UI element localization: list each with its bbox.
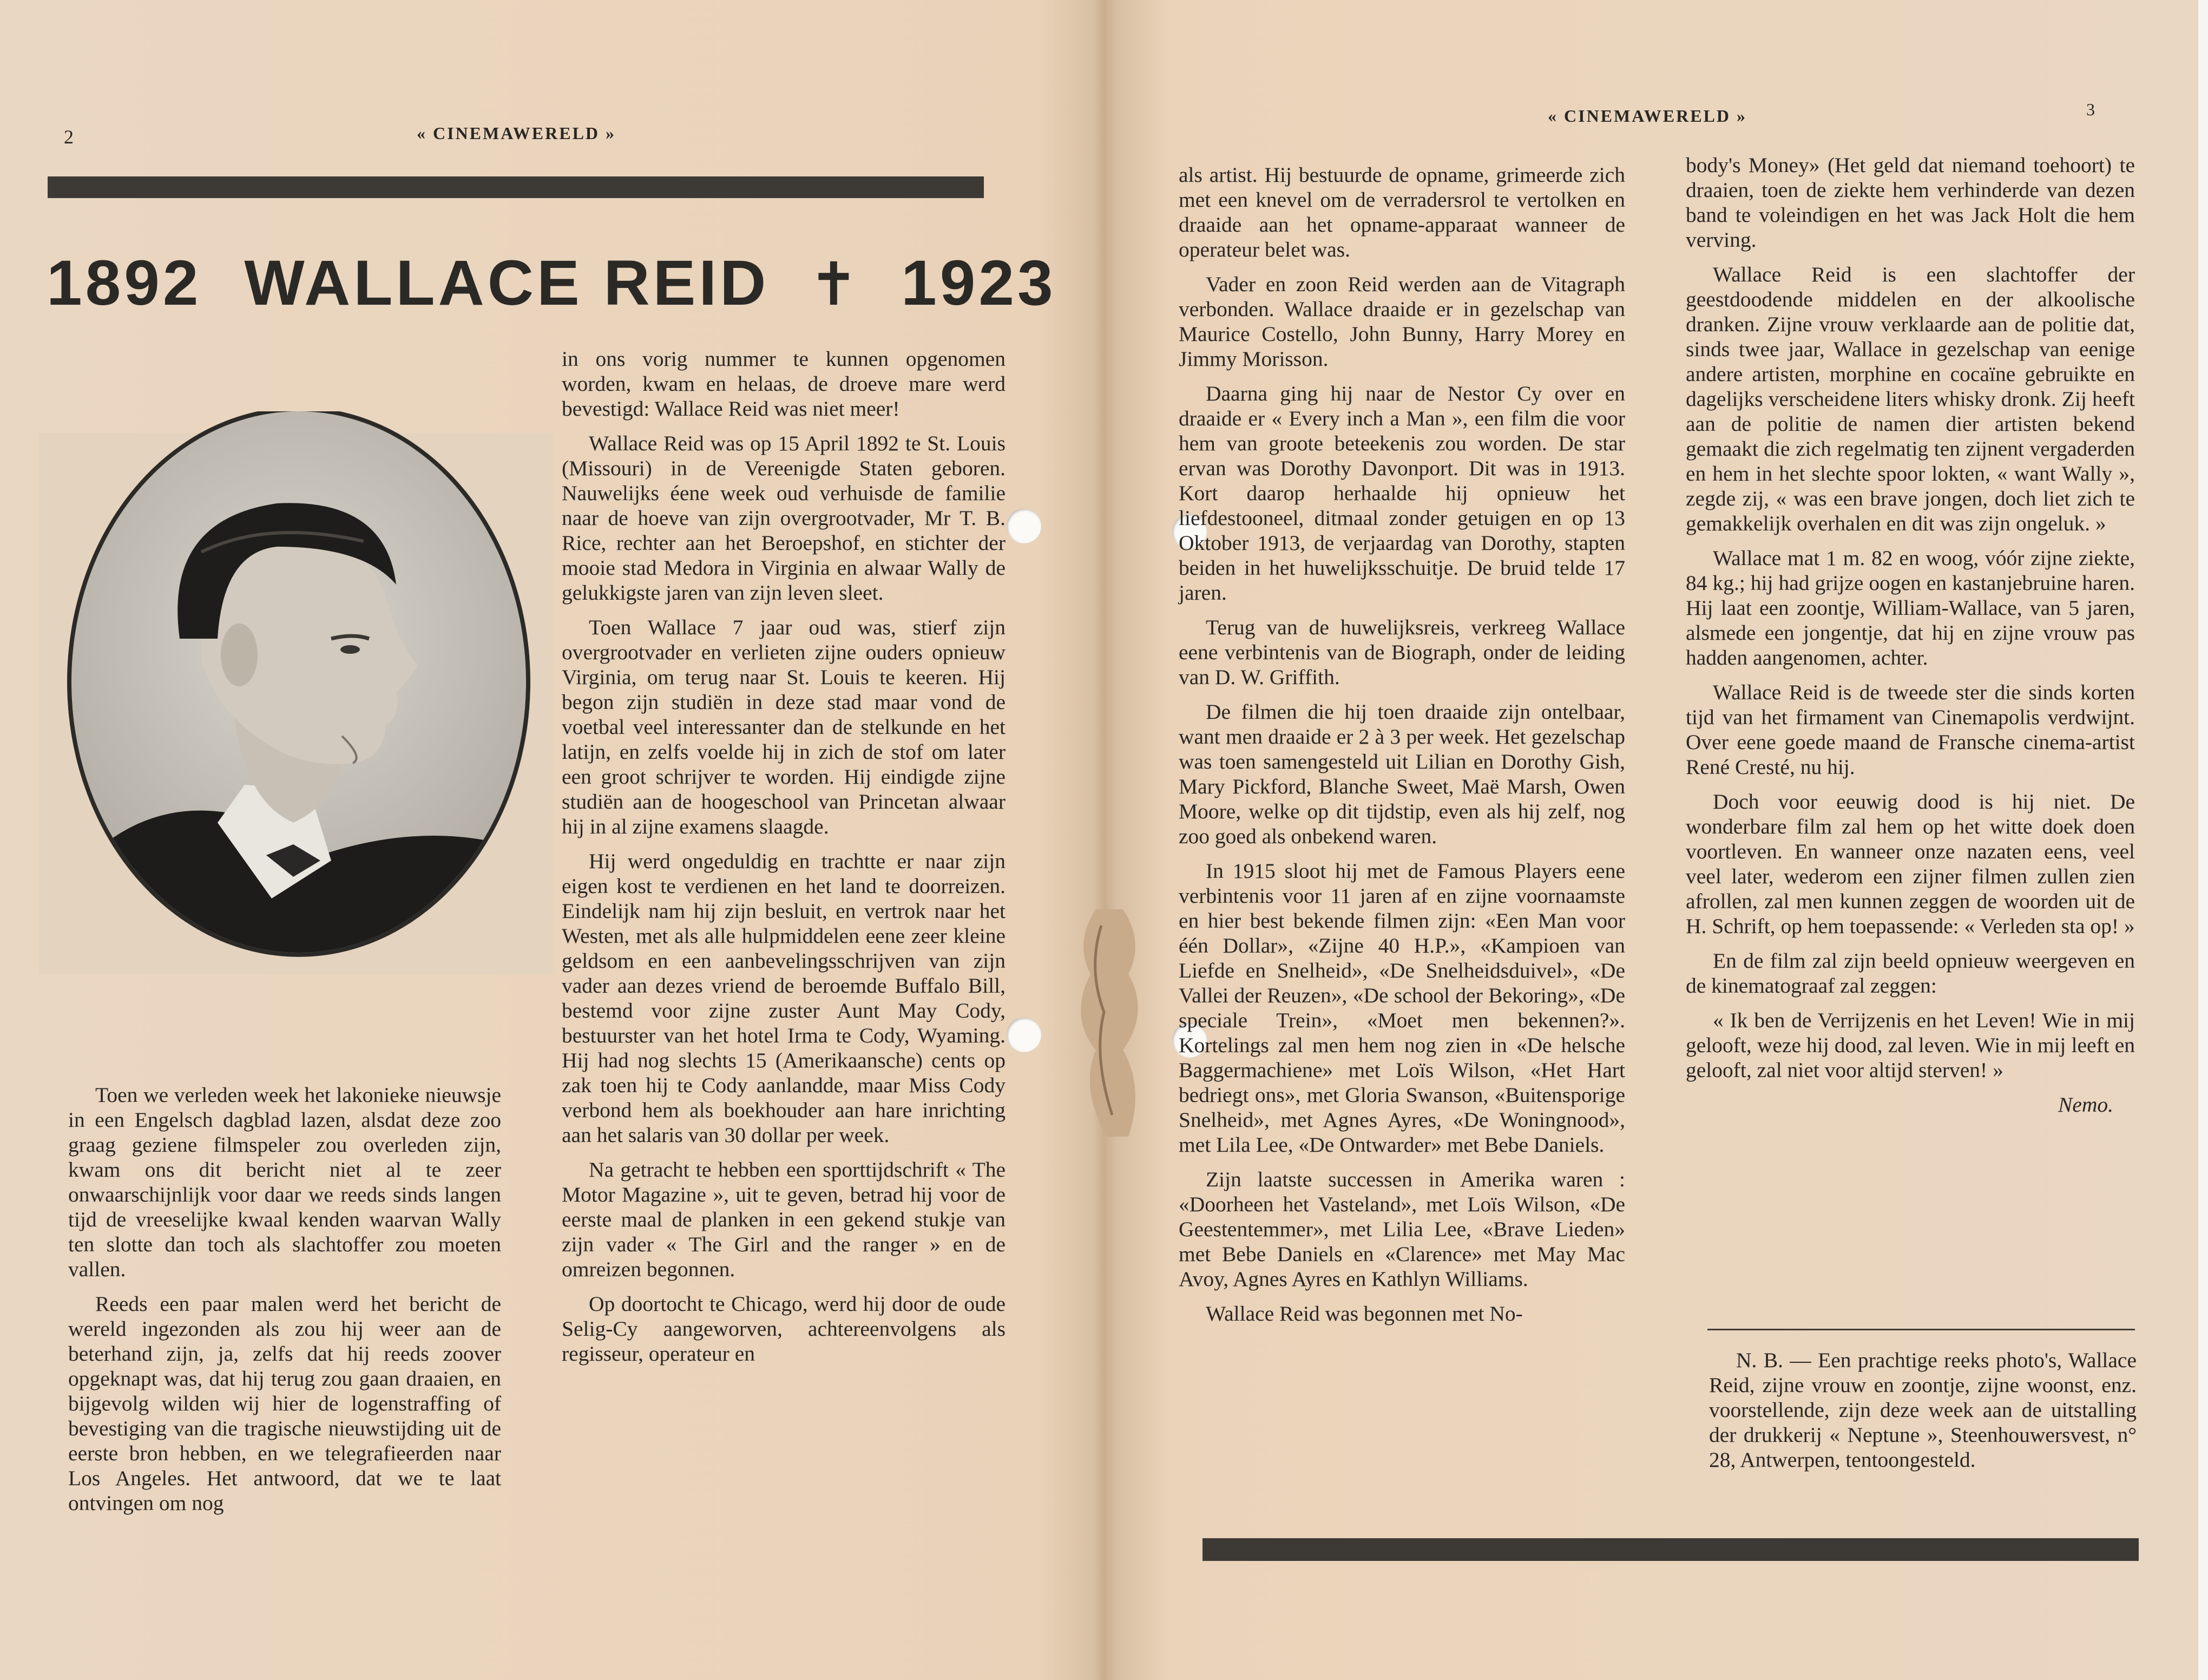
title-death-year: 1923 (901, 247, 1056, 319)
page-number-right: 3 (2086, 100, 2097, 119)
paragraph: body's Money» (Het geld dat niemand toehoort) te draaien, toen de ziekte hem verhinderde van dezen band te voleindigen en het was Jack Holt die hem verving. (1686, 153, 2135, 252)
paragraph: In 1915 sloot hij met de Famous Players eene verbintenis voor 11 jaren af en zijne voornaamste en hier best bekende filmen zijn: «Een Man voor één Dollar», «Zijne 40 H.P.», «Kampioen van Liefde en Snelheid», «De Snelheidsduivel», «De Vallei der Reuzen», «De school der Bekoring», «De speciale Trein», «Moet men bekennen?». Kortelings zal men hem nog zien in «De helsche Baggermachiene» met Loïs Wilson, «Het Hart bedriegt ons», met Gloria Swanson, «Buitensporige Snelheid», met Agnes Ayres, «De Woningnood», met Lila Lee, «De Ontwarder» met Bebe Daniels. (1179, 859, 1625, 1157)
paragraph: Na getracht te hebben een sporttijdschrift « The Motor Magazine », uit te geven, betrad hij voor de eerste maal de planken in een gekend stukje van zijn vader « The Girl and the ranger » en de omreizen begonnen. (562, 1158, 1006, 1281)
paragraph: Daarna ging hij naar de Nestor Cy over en draaide er « Every inch a Man », een film die voor hem van groote beteekenis zou worden. De star ervan was Dorothy Davonport. Dit was in 1913. Kort daarop herhaalde hij opnieuw het liefdestooneel, ditmaal zonder getuigen en op 13 Oktober 1913, de verjaardag van Dorothy, stapten beiden in het huwelijksschuitje. De bruid telde 17 jaren. (1179, 382, 1625, 605)
title-name: WALLACE REID (244, 247, 770, 319)
paragraph: Terug van de huwelijksreis, verkreeg Wallace eene verbintenis van de Biograph, onder de leiding van D. W. Griffith. (1179, 615, 1625, 689)
nb-note: N. B. — Een prachtige reeks photo's, Wallace Reid, zijne vrouw en zoontje, zijne woonst, enz. voorstellende, zijn deze week aan de uitstalling der drukkerij « Neptune », Steenhouwersvest, n° 28, Antwerpen, tentoongesteld. (1709, 1348, 2137, 1472)
paragraph: als artist. Hij bestuurde de opname, grimeerde zich met een knevel om de verradersrol te vertolken en draaide aan het opname-apparaat wanneer de operateur belet was. (1179, 163, 1625, 261)
punch-hole (1007, 1018, 1041, 1052)
article-title (47, 246, 1056, 320)
divider-rule (1707, 1329, 2135, 1330)
right-column-1 (1179, 162, 1625, 1336)
right-column-2 (1686, 153, 2135, 1127)
paragraph: Toen we verleden week het lakonieke nieuwsje in een Engelsch dagblad lazen, alsdat deze zoo graag geziene filmspeler zou overleden zijn, kwam ons dit bericht niet al te zeer onwaarschijnlijk voor daar we reeds sinds langen tijd de vreeselijke kwaal kenden waarvan Wally ten slotte dan toch als slachtoffer zou moeten vallen. (68, 1083, 501, 1281)
paragraph: Wallace mat 1 m. 82 en woog, vóór zijne ziekte, 84 kg.; hij had grijze oogen en kastanjebruine haren. Hij laat een zoontje, William-Wallace, van 5 jaren, alsmede een jongentje, dat hij en zijne vrouw pas hadden aangenomen, achter. (1686, 546, 2135, 670)
paper-tear (1063, 909, 1155, 1137)
paragraph: Hij werd ongeduldig en trachtte er naar zijn eigen kost te verdienen en het land te doorreizen. Eindelijk nam hij zijn besluit, en vertrok naar het Westen, met als alle hulpmiddelen eene zeer kleine geldsom en een aanbevelingsschrijven van zijn vader aan dezes vriend de beroemde Buffalo Bill, bestemd voor zijne zuster Aunt May Cody, bestuurster van het hotel Irma te Cody, Wyaming. Hij had nog slechts 15 (Amerikaansche) cents op zak toen hij te Cody aanlandde, maar Miss Cody verbond hem als boekhouder aan hare inrichting aan het salaris van 30 dollar per week. (562, 849, 1006, 1147)
paragraph: Reeds een paar malen werd het bericht de wereld ingezonden als zou hij weer aan de beterhand zijn, ja, zelfs dat hij reeds zoover opgeknapt was, dat hij terug zou gaan draaien, en bijgevolg wilden wij hier de logenstraffing of bevestiging van die tragische nieuwstijding uit de eerste bron hebben, en we telegrafieerden naar Los Angeles. Het antwoord, dat we te laat ontvingen om nog (68, 1292, 501, 1515)
paragraph: De filmen die hij toen draaide zijn ontelbaar, want men draaide er 2 à 3 per week. Het gezelschap was toen samengesteld uit Lilian en Dorothy Gish, Mary Pickford, Blanche Sweet, Maë Marsh, Owen Moore, welke op dit tijdstip, even als hij zelf, nog zoo goed als onbekend waren. (1179, 700, 1625, 848)
paragraph: « Ik ben de Verrijzenis en het Leven! Wie in mij gelooft, weze hij dood, zal leven. Wie in mij leeft en gelooft, zal niet voor altijd sterven! » (1686, 1008, 2135, 1082)
punch-hole (1007, 509, 1041, 543)
paragraph: Op doortocht te Chicago, werd hij door de oude Selig-Cy aangeworven, achtereenvolgens als regisseur, operateur en (562, 1292, 1006, 1366)
left-column-2 (562, 346, 1006, 1376)
page-edge-right (2198, 0, 2208, 1680)
running-header-right: « CINEMAWERELD » (1548, 106, 1747, 126)
paragraph: Wallace Reid is de tweede ster die sinds korten tijd van het firmament van Cinemapolis verdwijnt. Over eene goede maand de Fransche cinema-artist René Cresté, nu hij. (1686, 680, 2135, 779)
portrait-photo (39, 411, 553, 974)
signature: Nemo. (2058, 1093, 2113, 1117)
paragraph: Toen Wallace 7 jaar oud was, stierf zijn overgrootvader en verlieten zijne ouders opnieuw Virginia, om terug naar St. Louis te keeren. Hij begon zijn studiën in deze stad maar vond de voetbal veel interessanter dan de stelkunde en het latijn, en zelfs voelde hij in zich de stof om later een groot schrijver te worden. Hij eindigde zijne studiën aan de hoogeschool van Princetan alwaar hij in al zijne examens slaagde. (562, 615, 1006, 838)
paragraph: Zijn laatste successen in Amerika waren : «Doorheen het Vasteland», met Loïs Wilson, «De Geestentemmer», met Lilia Lee, «Brave Lieden» met Bebe Daniels en «Clarence» met May Mac Avoy, Agnes Ayres en Kathlyn Williams. (1179, 1167, 1625, 1291)
paragraph: in ons vorig nummer te kunnen opgenomen worden, kwam en helaas, de droeve mare werd bevestigd: Wallace Reid was niet meer! (562, 347, 1006, 421)
paragraph: Doch voor eeuwig dood is hij niet. De wonderbare film zal hem op het witte doek doen voortleven. En wanneer onze nazaten eens, veel veel later, wederom een zijner filmen zullen zien afrollen, zal men kunnen zeggen de woorden uit de H. Schrift, op hem toepassende: « Verleden sta op! » (1686, 790, 2135, 938)
paragraph: Wallace Reid was begonnen met No- (1206, 1302, 1523, 1325)
cross-icon: ✝ (809, 250, 862, 319)
decorative-bar-top-left (48, 176, 984, 198)
paragraph: En de film zal zijn beeld opnieuw weergeven en de kinematograaf zal zeggen: (1686, 949, 2135, 997)
paragraph: Wallace Reid was op 15 April 1892 te St. Louis (Missouri) in de Vereenigde Staten geboren. Nauwelijks éene week oud verhuisde de familie naar de hoeve van zijn overgrootvader, Mr T. B. Rice, rechter aan het Beroepshof, en stichter der mooie stad Medora in Virginia en alwaar Wally de gelukkigste jaren van zijn leven sleet. (562, 431, 1006, 605)
left-column-1 (68, 1082, 501, 1525)
paragraph: Vader en zoon Reid werden aan de Vitagraph verbonden. Wallace draaide er in gezelschap van Maurice Costello, John Bunny, Harry Morey en Jimmy Morisson. (1179, 272, 1625, 371)
running-header-left: « CINEMAWERELD » (417, 123, 616, 143)
title-birth-year: 1892 (47, 247, 202, 319)
page-number-left: 2 (64, 126, 75, 148)
note-block (1709, 1348, 2137, 1482)
paragraph: Wallace Reid is een slachtoffer der geestdoodende middelen en der alkoolische dranken. Zijne vrouw verklaarde aan de politie dat, sinds twee jaar, Wallace in gezelschap van eenige andere artisten, morphine en cocaïne gebruikte en dagelijks verscheidene liters whisky dronk. Zij heeft aan de politie de namen dier artisten bekend gemaakt die zich regelmatig ten zijnent vergaderden en hem in het slechte spoor lokten, « want Wally », zegde zij, « was een brave jongen, doch liet zich te gemakkelijk overhalen en dit was zijn ongeluk. » (1686, 262, 2135, 535)
decorative-bar-bottom-right (1202, 1538, 2139, 1561)
